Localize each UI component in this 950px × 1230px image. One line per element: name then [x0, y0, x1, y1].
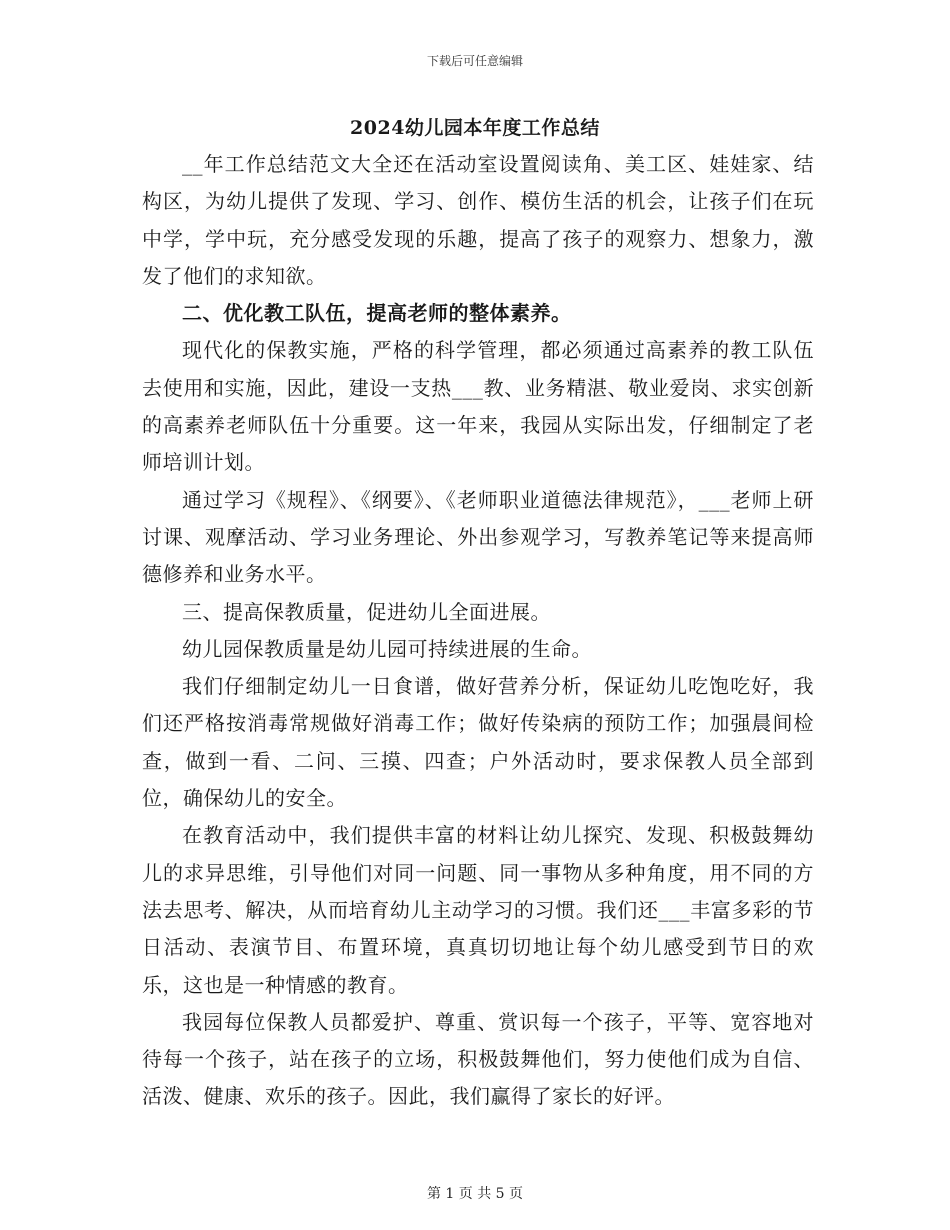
paragraph: __年工作总结范文大全还在活动室设置阅读角、美工区、娃娃家、结构区，为幼儿提供了发现、学习、创作、模仿生活的机会，让孩子们在玩中学，学中玩，充分感受发现的乐趣，提高了孩子的观察力、想象力，激发了他们的求知欲。 [142, 152, 814, 288]
section-heading: 二、优化教工队伍，提高老师的整体素养。 [182, 301, 572, 326]
document-body [142, 146, 814, 1116]
section-heading: 三、提高保教质量，促进幼儿全面进展。 [182, 599, 551, 624]
paragraph: 我们仔细制定幼儿一日食谱，做好营养分析，保证幼儿吃饱吃好，我们还严格按消毒常规做好消毒工作；做好传染病的预防工作；加强晨间检查，做到一看、二问、三摸、四查；户外活动时，要求保教人员全部到位，确保幼儿的安全。 [142, 674, 814, 811]
page-number: 第 1 页 共 5 页 [426, 1186, 524, 1202]
paragraph: 我园每位保教人员都爱护、尊重、赏识每一个孩子，平等、宽容地对待每一个孩子，站在孩子的立场，积极鼓舞他们，努力使他们成为自信、活泼、健康、欢乐的孩子。因此，我们赢得了家长的好评。 [142, 1009, 814, 1109]
paragraph: 在教育活动中，我们提供丰富的材料让幼儿探究、发现、积极鼓舞幼儿的求异思维，引导他们对同一问题、同一事物从多种角度，用不同的方法去思考、解决，从而培育幼儿主动学习的习惯。我们还___丰富多彩的节日活动、表演节目、布置环境，真真切切地让每个幼儿感受到节日的欢乐，这也是一种情感的教育。 [142, 823, 814, 997]
document-title: 2024幼儿园本年度工作总结 [350, 117, 600, 139]
paragraph: 现代化的保教实施，严格的科学管理，都必须通过高素养的教工队伍去使用和实施，因此，建设一支热___教、业务精湛、敬业爱岗、求实创新的高素养老师队伍十分重要。这一年来，我园从实际出发，仔细制定了老师培训计划。 [142, 338, 814, 475]
page-header: 下载后可任意编辑 [426, 54, 523, 68]
paragraph: 通过学习《规程》、《纲要》、《老师职业道德法律规范》，___老师上研讨课、观摩活动、学习业务理论、外出参观学习，写教养笔记等来提高师德修养和业务水平。 [142, 487, 814, 587]
paragraph: 幼儿园保教质量是幼儿园可持续进展的生命。 [182, 636, 592, 661]
